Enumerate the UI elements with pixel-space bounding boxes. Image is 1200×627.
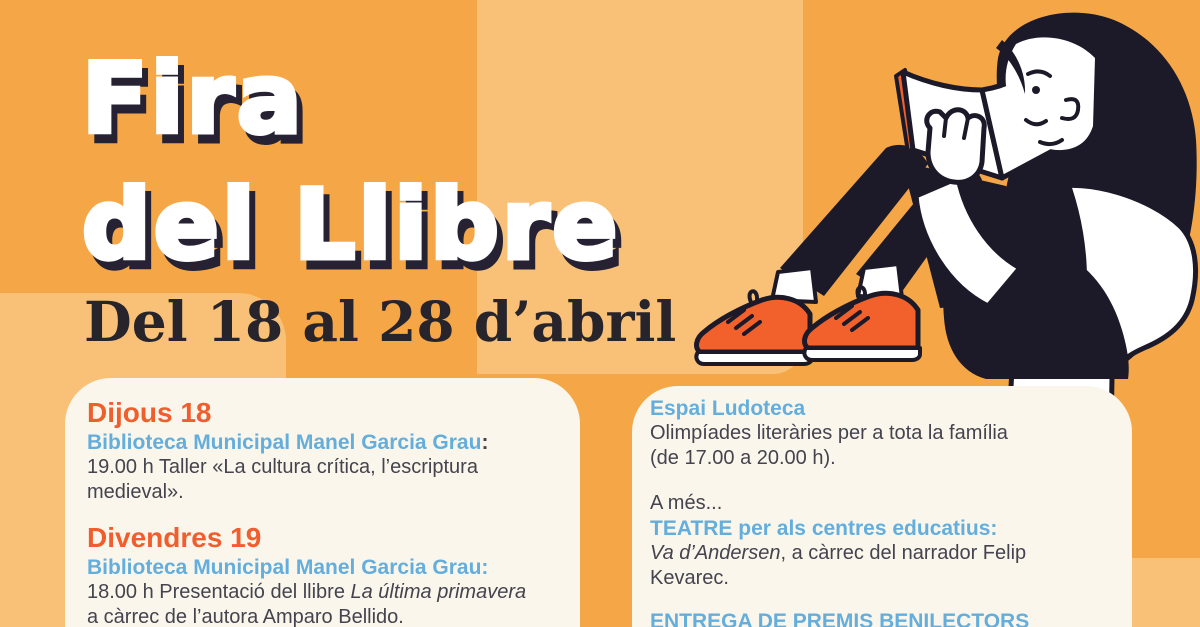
card-program-extras <box>632 386 1132 627</box>
book-title-italic: La última primavera <box>350 581 527 603</box>
card-program-days <box>65 378 580 627</box>
description-line: Va d’Andersen, a càrrec del narrador Felip <box>650 542 1027 564</box>
venue-name: Biblioteca Municipal Manel Garcia Grau <box>87 431 482 454</box>
event-day-heading: Divendres 19 <box>87 522 262 553</box>
poster-title <box>82 36 620 288</box>
description-line: 18.00 h Presentació del llibre La última primavera <box>87 581 527 603</box>
section-description <box>650 421 1114 471</box>
event-description <box>87 455 556 505</box>
person-hand <box>927 110 985 183</box>
section-heading-premis: ENTREGA DE PREMIS BENILECTORS <box>650 610 1030 627</box>
venue-colon: : <box>481 431 489 454</box>
event-venue <box>87 430 556 455</box>
event-venue: Biblioteca Municipal Manel Garcia Grau: <box>87 556 489 579</box>
sneaker-sole <box>804 348 920 360</box>
title-line-1: Fira Fira <box>82 36 620 162</box>
title-line-2: del Llibre del Llibre <box>82 162 620 288</box>
sneaker-front-icon <box>696 291 812 364</box>
sneaker-back-icon <box>804 287 920 360</box>
description-line: Olimpíades literàries per a tota la família <box>650 422 1008 444</box>
sneaker-sole <box>696 352 812 364</box>
description-line: medieval». <box>87 481 184 503</box>
subtitle-dates: Del 18 al 28 d’abril <box>84 289 677 354</box>
description-line: Kevarec. <box>650 567 729 589</box>
section-description <box>650 541 1114 591</box>
event-description <box>87 580 556 627</box>
show-title-italic: Va d’Andersen <box>650 542 781 564</box>
description-line: (de 17.00 a 20.00 h). <box>650 447 836 469</box>
section-heading-teatre: TEATRE per als centres educatius: <box>650 517 998 540</box>
eye-dot <box>1032 86 1040 94</box>
description-line: 19.00 h Taller «La cultura crítica, l’escriptura <box>87 456 478 478</box>
description-line: a càrrec de l’autora Amparo Bellido. <box>87 606 404 627</box>
section-heading-ludoteca: Espai Ludoteca <box>650 397 806 420</box>
section-intro: A més... <box>650 492 723 514</box>
event-day-heading: Dijous 18 <box>87 397 212 428</box>
